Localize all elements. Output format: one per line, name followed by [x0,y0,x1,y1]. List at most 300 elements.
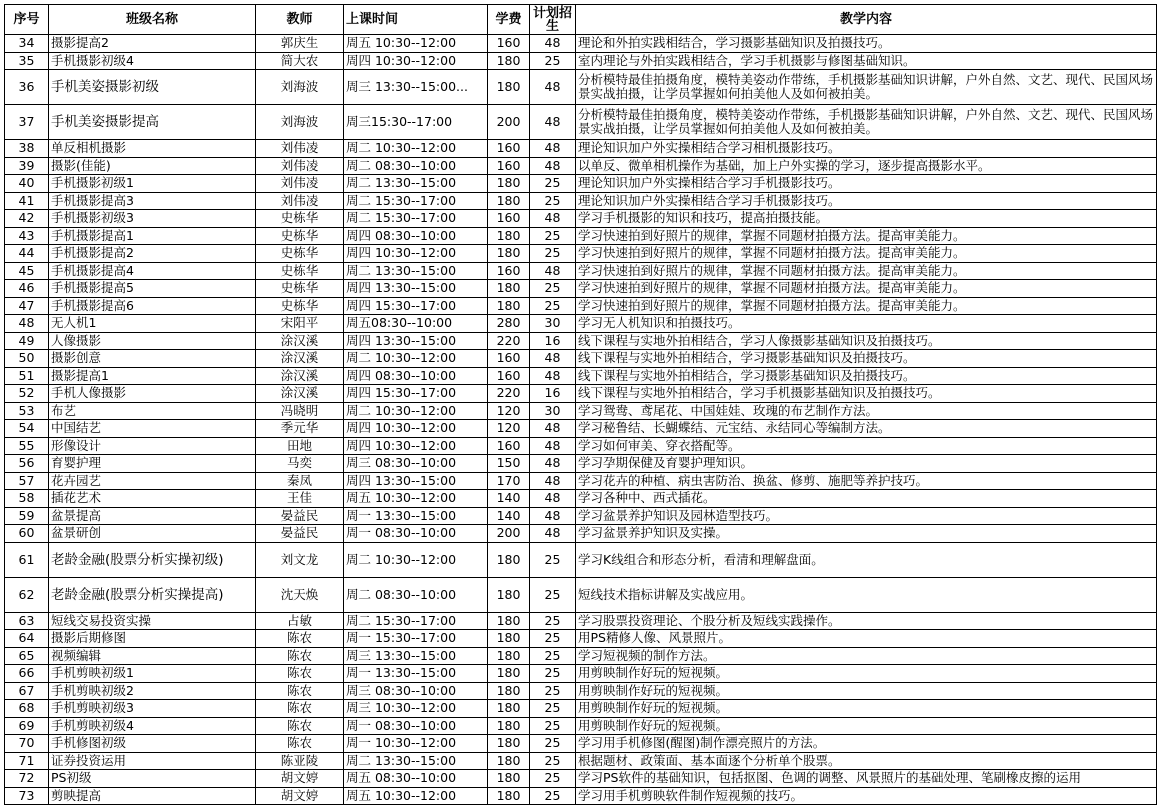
class-name: 手机摄影提高1 [49,227,256,245]
teacher-name: 刘海波 [256,70,344,105]
class-name: 摄影(佳能) [49,157,256,175]
teaching-content: 学习花卉的种植、病虫害防治、换盆、修剪、施肥等养护技巧。 [576,472,1157,490]
class-name: 手机美姿摄影初级 [49,70,256,105]
header-class-time: 上课时间 [344,5,488,35]
planned-enrollment: 48 [530,35,576,53]
tuition-fee: 180 [488,717,530,735]
planned-enrollment: 25 [530,647,576,665]
teacher-name: 陈亚陵 [256,752,344,770]
tuition-fee: 160 [488,157,530,175]
planned-enrollment: 25 [530,682,576,700]
row-index: 50 [5,350,49,368]
table-row [5,507,1157,525]
tuition-fee: 180 [488,665,530,683]
teacher-name: 胡文婷 [256,787,344,805]
row-index: 71 [5,752,49,770]
teacher-name: 史栋华 [256,227,344,245]
planned-enrollment: 25 [530,770,576,788]
class-time: 周三 13:30--15:00... [344,70,488,105]
class-time: 周五 10:30--12:00 [344,490,488,508]
tuition-fee: 200 [488,525,530,543]
teacher-name: 晏益民 [256,507,344,525]
teacher-name: 陈农 [256,682,344,700]
teacher-name: 马奕 [256,455,344,473]
class-name: 视频编辑 [49,647,256,665]
planned-enrollment: 48 [530,367,576,385]
teacher-name: 晏益民 [256,525,344,543]
table-row [5,315,1157,333]
teaching-content: 学习快速拍到好照片的规律，掌握不同题材拍摄方法。提高审美能力。 [576,280,1157,298]
class-name: 人像摄影 [49,332,256,350]
teaching-content: 学习快速拍到好照片的规律，掌握不同题材拍摄方法。提高审美能力。 [576,297,1157,315]
tuition-fee: 160 [488,210,530,228]
class-time: 周五 10:30--12:00 [344,35,488,53]
tuition-fee: 160 [488,140,530,158]
class-time: 周五 08:30--10:00 [344,770,488,788]
teaching-content: 学习各种中、西式插花。 [576,490,1157,508]
header-fee: 学费 [488,5,530,35]
class-name: 布艺 [49,402,256,420]
tuition-fee: 180 [488,175,530,193]
teaching-content: 学习如何审美、穿衣搭配等。 [576,437,1157,455]
row-index: 45 [5,262,49,280]
table-row [5,752,1157,770]
row-index: 61 [5,542,49,577]
teaching-content: 学习盆景养护知识及实操。 [576,525,1157,543]
table-row [5,262,1157,280]
class-time: 周四 13:30--15:00 [344,472,488,490]
row-index: 59 [5,507,49,525]
header-teacher: 教师 [256,5,344,35]
class-time: 周五08:30--10:00 [344,315,488,333]
row-index: 47 [5,297,49,315]
class-name: 手机摄影初级1 [49,175,256,193]
class-name: 手机摄影提高3 [49,192,256,210]
planned-enrollment: 25 [530,717,576,735]
teaching-content: 学习用手机修图(醒图)制作漂亮照片的方法。 [576,735,1157,753]
planned-enrollment: 25 [530,665,576,683]
teaching-content: 用PS精修人像、风景照片。 [576,630,1157,648]
row-index: 70 [5,735,49,753]
tuition-fee: 160 [488,437,530,455]
tuition-fee: 180 [488,192,530,210]
planned-enrollment: 48 [530,105,576,140]
teacher-name: 陈农 [256,735,344,753]
teaching-content: 分析模特最佳拍摄角度，模特美姿动作带练，手机摄影基础知识讲解，户外自然、文艺、现代、民国风场景实战拍摄，让学员掌握如何拍美他人及如何被拍美。 [576,105,1157,140]
teacher-name: 涂汉溪 [256,385,344,403]
table-row [5,472,1157,490]
class-time: 周二 15:30--17:00 [344,612,488,630]
class-name: PS初级 [49,770,256,788]
planned-enrollment: 48 [530,420,576,438]
tuition-fee: 160 [488,262,530,280]
planned-enrollment: 25 [530,700,576,718]
class-name: 手机剪映初级1 [49,665,256,683]
course-table [4,4,1157,805]
class-time: 周一 13:30--15:00 [344,507,488,525]
teacher-name: 季元华 [256,420,344,438]
row-index: 60 [5,525,49,543]
class-time: 周四 15:30--17:00 [344,385,488,403]
teacher-name: 陈农 [256,700,344,718]
table-row [5,210,1157,228]
teaching-content: 用剪映制作好玩的短视频。 [576,717,1157,735]
table-row [5,700,1157,718]
table-row [5,140,1157,158]
teaching-content: 短线技术指标讲解及实战应用。 [576,577,1157,612]
teacher-name: 史栋华 [256,297,344,315]
teacher-name: 刘伟凌 [256,140,344,158]
teaching-content: 学习用手机剪映软件制作短视频的技巧。 [576,787,1157,805]
row-index: 65 [5,647,49,665]
tuition-fee: 180 [488,647,530,665]
class-name: 手机剪映初级3 [49,700,256,718]
planned-enrollment: 48 [530,507,576,525]
row-index: 57 [5,472,49,490]
table-row [5,787,1157,805]
teaching-content: 理论和外拍实践相结合，学习摄影基础知识及拍摄技巧。 [576,35,1157,53]
teacher-name: 陈农 [256,647,344,665]
header-row [5,5,1157,35]
planned-enrollment: 25 [530,612,576,630]
planned-enrollment: 48 [530,437,576,455]
class-time: 周三 08:30--10:00 [344,455,488,473]
class-time: 周四 10:30--12:00 [344,52,488,70]
class-name: 摄影后期修图 [49,630,256,648]
teaching-content: 以单反、微单相机操作为基础，加上户外实操的学习，逐步提高摄影水平。 [576,157,1157,175]
tuition-fee: 180 [488,682,530,700]
teaching-content: 线下课程与实地外拍相结合，学习摄影基础知识及拍摄技巧。 [576,367,1157,385]
table-row [5,490,1157,508]
tuition-fee: 160 [488,367,530,385]
teaching-content: 学习手机摄影的知识和技巧，提高拍摄技能。 [576,210,1157,228]
table-row [5,682,1157,700]
row-index: 63 [5,612,49,630]
row-index: 36 [5,70,49,105]
table-row [5,647,1157,665]
planned-enrollment: 25 [530,227,576,245]
row-index: 72 [5,770,49,788]
class-time: 周二 15:30--17:00 [344,192,488,210]
tuition-fee: 180 [488,280,530,298]
planned-enrollment: 25 [530,630,576,648]
table-row [5,192,1157,210]
table-row [5,735,1157,753]
class-name: 花卉园艺 [49,472,256,490]
row-index: 52 [5,385,49,403]
class-name: 老龄金融(股票分析实操提高) [49,577,256,612]
class-name: 手机摄影初级4 [49,52,256,70]
teacher-name: 史栋华 [256,210,344,228]
tuition-fee: 220 [488,385,530,403]
teacher-name: 秦凤 [256,472,344,490]
table-row [5,157,1157,175]
class-time: 周四 10:30--12:00 [344,437,488,455]
class-name: 手机摄影初级3 [49,210,256,228]
teaching-content: 学习短视频的制作方法。 [576,647,1157,665]
class-time: 周四 13:30--15:00 [344,332,488,350]
teacher-name: 宋阳平 [256,315,344,333]
table-row [5,717,1157,735]
header-planned-enrollment: 计划招生 [530,5,576,35]
class-name: 手机修图初级 [49,735,256,753]
teaching-content: 理论知识加户外实操相结合学习相机摄影技巧。 [576,140,1157,158]
class-name: 手机摄影提高4 [49,262,256,280]
class-time: 周二 08:30--10:00 [344,577,488,612]
class-name: 育婴护理 [49,455,256,473]
row-index: 49 [5,332,49,350]
class-name: 手机摄影提高2 [49,245,256,263]
teaching-content: 学习K线组合和形态分析，看清和理解盘面。 [576,542,1157,577]
table-row [5,350,1157,368]
row-index: 73 [5,787,49,805]
teaching-content: 学习鸳鸯、鸢尾花、中国娃娃、玫瑰的布艺制作方法。 [576,402,1157,420]
teaching-content: 学习无人机知识和拍摄技巧。 [576,315,1157,333]
planned-enrollment: 25 [530,245,576,263]
teaching-content: 用剪映制作好玩的短视频。 [576,700,1157,718]
tuition-fee: 180 [488,70,530,105]
class-time: 周三 13:30--15:00 [344,647,488,665]
planned-enrollment: 48 [530,350,576,368]
class-time: 周五 10:30--12:00 [344,787,488,805]
table-row [5,367,1157,385]
tuition-fee: 180 [488,630,530,648]
planned-enrollment: 25 [530,787,576,805]
tuition-fee: 280 [488,315,530,333]
teacher-name: 郭庆生 [256,35,344,53]
tuition-fee: 180 [488,297,530,315]
row-index: 58 [5,490,49,508]
planned-enrollment: 48 [530,70,576,105]
teacher-name: 涂汉溪 [256,367,344,385]
class-time: 周一 08:30--10:00 [344,717,488,735]
class-name: 手机剪映初级4 [49,717,256,735]
table-row [5,665,1157,683]
table-row [5,245,1157,263]
class-time: 周三15:30--17:00 [344,105,488,140]
class-time: 周三 08:30--10:00 [344,682,488,700]
class-time: 周二 10:30--12:00 [344,350,488,368]
table-row [5,385,1157,403]
teaching-content: 理论知识加户外实操相结合学习手机摄影技巧。 [576,175,1157,193]
row-index: 39 [5,157,49,175]
row-index: 51 [5,367,49,385]
teaching-content: 理论知识加户外实操相结合学习手机摄影技巧。 [576,192,1157,210]
class-time: 周四 10:30--12:00 [344,420,488,438]
class-time: 周一 08:30--10:00 [344,525,488,543]
planned-enrollment: 25 [530,52,576,70]
teacher-name: 王佳 [256,490,344,508]
tuition-fee: 180 [488,770,530,788]
class-time: 周四 08:30--10:00 [344,367,488,385]
tuition-fee: 160 [488,35,530,53]
class-name: 剪映提高 [49,787,256,805]
planned-enrollment: 16 [530,332,576,350]
class-name: 盆景研创 [49,525,256,543]
tuition-fee: 180 [488,245,530,263]
row-index: 35 [5,52,49,70]
tuition-fee: 220 [488,332,530,350]
row-index: 53 [5,402,49,420]
teacher-name: 冯晓明 [256,402,344,420]
tuition-fee: 160 [488,350,530,368]
teacher-name: 刘海波 [256,105,344,140]
tuition-fee: 180 [488,227,530,245]
class-time: 周四 13:30--15:00 [344,280,488,298]
teaching-content: 学习快速拍到好照片的规律，掌握不同题材拍摄方法。提高审美能力。 [576,245,1157,263]
class-time: 周二 13:30--15:00 [344,175,488,193]
class-time: 周二 13:30--15:00 [344,752,488,770]
planned-enrollment: 48 [530,140,576,158]
teaching-content: 学习盆景养护知识及园林造型技巧。 [576,507,1157,525]
row-index: 69 [5,717,49,735]
class-name: 手机摄影提高6 [49,297,256,315]
tuition-fee: 140 [488,507,530,525]
planned-enrollment: 48 [530,210,576,228]
class-time: 周二 10:30--12:00 [344,402,488,420]
teaching-content: 根据题材、政策面、基本面逐个分析单个股票。 [576,752,1157,770]
class-time: 周二 15:30--17:00 [344,210,488,228]
planned-enrollment: 25 [530,735,576,753]
teacher-name: 史栋华 [256,245,344,263]
table-row [5,227,1157,245]
planned-enrollment: 48 [530,525,576,543]
table-row [5,52,1157,70]
planned-enrollment: 30 [530,402,576,420]
planned-enrollment: 30 [530,315,576,333]
row-index: 38 [5,140,49,158]
table-row [5,630,1157,648]
class-name: 中国结艺 [49,420,256,438]
planned-enrollment: 48 [530,262,576,280]
class-name: 手机人像摄影 [49,385,256,403]
header-class-name: 班级名称 [49,5,256,35]
class-name: 证券投资运用 [49,752,256,770]
planned-enrollment: 25 [530,280,576,298]
teacher-name: 刘文龙 [256,542,344,577]
table-row [5,542,1157,577]
table-row [5,175,1157,193]
row-index: 48 [5,315,49,333]
teaching-content: 线下课程与实地外拍相结合，学习摄影基础知识及拍摄技巧。 [576,350,1157,368]
row-index: 54 [5,420,49,438]
table-row [5,577,1157,612]
table-row [5,455,1157,473]
planned-enrollment: 48 [530,157,576,175]
tuition-fee: 120 [488,402,530,420]
table-row [5,420,1157,438]
class-name: 短线交易投资实操 [49,612,256,630]
teaching-content: 线下课程与实地外拍相结合，学习手机摄影基础知识及拍摄技巧。 [576,385,1157,403]
teacher-name: 史栋华 [256,280,344,298]
class-time: 周三 10:30--12:00 [344,700,488,718]
tuition-fee: 120 [488,420,530,438]
teacher-name: 涂汉溪 [256,350,344,368]
teaching-content: 室内理论与外拍实践相结合，学习手机摄影与修图基础知识。 [576,52,1157,70]
tuition-fee: 180 [488,542,530,577]
row-index: 44 [5,245,49,263]
tuition-fee: 180 [488,612,530,630]
tuition-fee: 180 [488,700,530,718]
teaching-content: 线下课程与实地外拍相结合，学习人像摄影基础知识及拍摄技巧。 [576,332,1157,350]
row-index: 34 [5,35,49,53]
table-row [5,70,1157,105]
teaching-content: 学习快速拍到好照片的规律，掌握不同题材拍摄方法。提高审美能力。 [576,262,1157,280]
class-time: 周四 10:30--12:00 [344,245,488,263]
row-index: 56 [5,455,49,473]
planned-enrollment: 48 [530,490,576,508]
teacher-name: 史栋华 [256,262,344,280]
teacher-name: 占敏 [256,612,344,630]
class-name: 形像设计 [49,437,256,455]
teacher-name: 刘伟凌 [256,157,344,175]
tuition-fee: 170 [488,472,530,490]
planned-enrollment: 25 [530,542,576,577]
class-name: 老龄金融(股票分析实操初级) [49,542,256,577]
planned-enrollment: 16 [530,385,576,403]
teacher-name: 刘伟凌 [256,192,344,210]
row-index: 62 [5,577,49,612]
teaching-content: 学习孕期保健及育婴护理知识。 [576,455,1157,473]
table-row [5,402,1157,420]
table-row [5,280,1157,298]
class-name: 摄影提高2 [49,35,256,53]
row-index: 55 [5,437,49,455]
row-index: 41 [5,192,49,210]
class-name: 手机美姿摄影提高 [49,105,256,140]
planned-enrollment: 48 [530,472,576,490]
teacher-name: 陈农 [256,665,344,683]
table-row [5,770,1157,788]
teacher-name: 田地 [256,437,344,455]
teacher-name: 陈农 [256,717,344,735]
row-index: 67 [5,682,49,700]
table-row [5,105,1157,140]
table-row [5,612,1157,630]
table-row [5,297,1157,315]
teaching-content: 用剪映制作好玩的短视频。 [576,682,1157,700]
teaching-content: 用剪映制作好玩的短视频。 [576,665,1157,683]
header-teaching-content: 教学内容 [576,5,1157,35]
tuition-fee: 180 [488,52,530,70]
class-time: 周一 15:30--17:00 [344,630,488,648]
tuition-fee: 180 [488,752,530,770]
planned-enrollment: 48 [530,455,576,473]
class-time: 周二 10:30--12:00 [344,140,488,158]
class-time: 周一 13:30--15:00 [344,665,488,683]
class-time: 周二 08:30--10:00 [344,157,488,175]
header-index: 序号 [5,5,49,35]
class-name: 手机剪映初级2 [49,682,256,700]
teacher-name: 涂汉溪 [256,332,344,350]
planned-enrollment: 25 [530,297,576,315]
class-name: 摄影提高1 [49,367,256,385]
class-name: 无人机1 [49,315,256,333]
class-name: 单反相机摄影 [49,140,256,158]
table-row [5,35,1157,53]
teaching-content: 分析模特最佳拍摄角度，模特美姿动作带练，手机摄影基础知识讲解，户外自然、文艺、现代、民国风场景实战拍摄，让学员掌握如何拍美他人及如何被拍美。 [576,70,1157,105]
class-name: 摄影创意 [49,350,256,368]
class-name: 手机摄影提高5 [49,280,256,298]
tuition-fee: 200 [488,105,530,140]
planned-enrollment: 25 [530,752,576,770]
row-index: 68 [5,700,49,718]
table-row [5,332,1157,350]
teacher-name: 沈天焕 [256,577,344,612]
teacher-name: 简大农 [256,52,344,70]
tuition-fee: 180 [488,735,530,753]
row-index: 37 [5,105,49,140]
